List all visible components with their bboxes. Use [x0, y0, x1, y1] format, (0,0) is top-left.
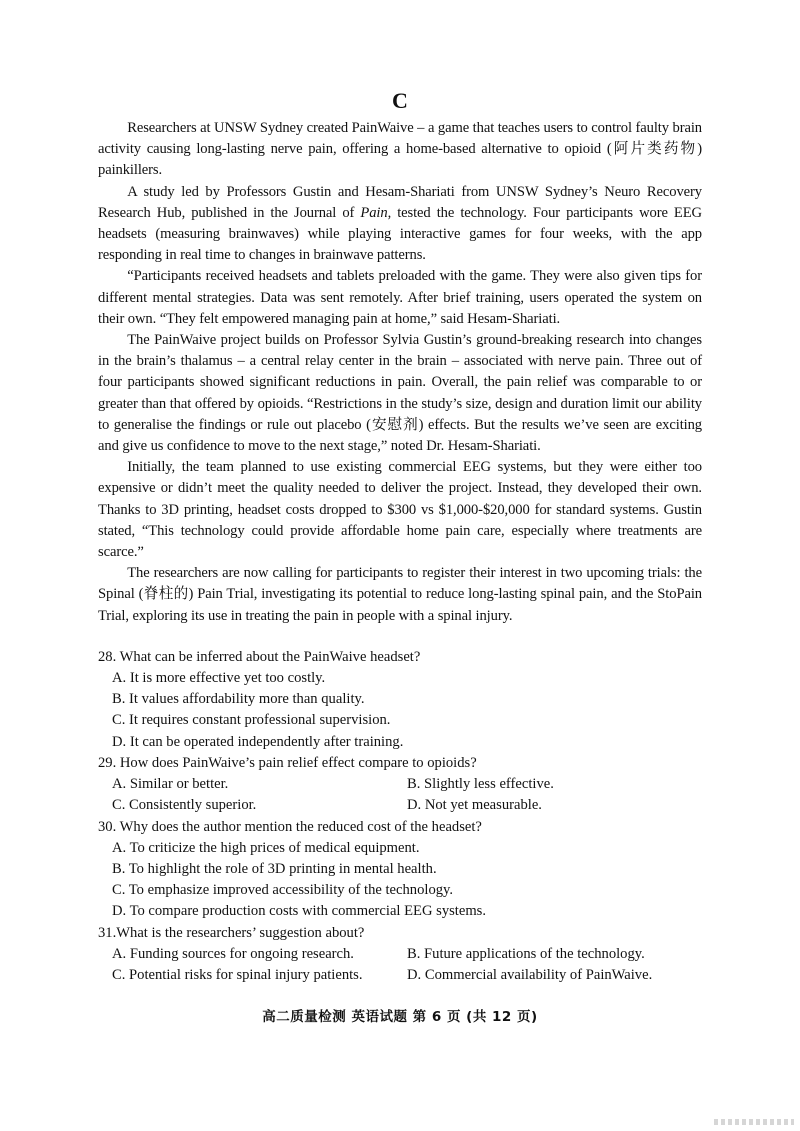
option-c: C. It requires constant professional supervision.: [112, 712, 391, 729]
question-stem: 28. What can be inferred about the PainWaive headset?: [98, 648, 421, 665]
option-d: D. Commercial availability of PainWaive.: [407, 966, 653, 983]
exam-page: [98, 88, 702, 986]
option-d: D. To compare production costs with commercial EEG systems.: [112, 903, 487, 920]
question-stem: 30. Why does the author mention the reduced cost of the headset?: [98, 818, 482, 835]
question-29: [98, 753, 702, 817]
option-a: A. To criticize the high prices of medical equipment.: [112, 839, 420, 856]
option-b: B. Future applications of the technology.: [407, 945, 645, 962]
passage-paragraph: “Participants received headsets and tablets preloaded with the game. They were also given tips for different mental strategies. Data was sent remotely. After brief training, users operated the system on their own. “They felt empowered managing pain at home,” said Hesam-Shariati.: [98, 268, 702, 327]
option-d: D. Not yet measurable.: [407, 797, 542, 814]
option-a: A. Similar or better.: [112, 776, 229, 793]
page-footer: 高二质量检测 英语试题 第 6 页 (共 12 页): [262, 1009, 538, 1025]
option-b: B. To highlight the role of 3D printing in mental health.: [112, 860, 437, 877]
passage-paragraph: The researchers are now calling for participants to register their interest in two upcoming trials: the Spinal (脊柱的) Pain Trial, investigating its potential to reduce long-lasting spinal pain, and the StoPain Trial, exploring its use in treating the pain in people with a spinal injury.: [98, 565, 702, 624]
option-b: B. Slightly less effective.: [407, 776, 554, 793]
question-31: [98, 923, 702, 987]
passage-paragraph: A study led by Professors Gustin and Hesam-Shariati from UNSW Sydney’s Neuro Recovery Research Hub, published in the Journal of Pain, tested the technology. Four participants wore EEG headsets (measuring brainwaves) while playing interactive games for four weeks, with the app responding in real time to changes in brainwave patterns.: [98, 183, 702, 264]
question-stem: 31.What is the researchers’ suggestion about?: [98, 924, 365, 941]
question-list: [98, 647, 702, 986]
watermark-mark: [714, 1119, 794, 1125]
section-heading: C: [392, 88, 408, 113]
option-c: C. To emphasize improved accessibility of the technology.: [112, 882, 454, 899]
passage-paragraph: Initially, the team planned to use existing commercial EEG systems, but they were either too expensive or didn’t meet the quality needed to deliver the project. Instead, they developed their own. Thanks to 3D printing, headset costs dropped to $300 vs $1,000-$20,000 for standard systems. Gustin stated, “This technology could provide affordable home pain care, especially where treatments are scarce.”: [98, 459, 702, 561]
option-b: B. It values affordability more than quality.: [112, 691, 365, 708]
question-stem: 29. How does PainWaive’s pain relief effect compare to opioids?: [98, 754, 477, 771]
passage-paragraph: Researchers at UNSW Sydney created PainWaive – a game that teaches users to control faulty brain activity causing long-lasting nerve pain, offering a home-based alternative to opioid (阿片类药物) painkillers.: [98, 120, 702, 179]
passage-paragraph: The PainWaive project builds on Professor Sylvia Gustin’s ground-breaking research into changes in the brain’s thalamus – a central relay center in the brain – associated with nerve pain. Three out of four participants showed significant reductions in pain. Overall, the pain relief was comparable to or greater than that offered by opioids. “Restrictions in the study’s size, design and duration limit our ability to generalise the findings or rule out placebo (安慰剂) effects. But the results we’ve seen are exciting and give us confidence to move to the next stage,” noted Dr. Hesam-Shariati.: [98, 332, 702, 455]
option-a: A. Funding sources for ongoing research.: [112, 945, 354, 962]
option-c: C. Potential risks for spinal injury patients.: [112, 966, 363, 983]
option-d: D. It can be operated independently after training.: [112, 733, 404, 750]
question-30: [98, 817, 702, 923]
reading-passage: [98, 118, 702, 627]
option-c: C. Consistently superior.: [112, 797, 257, 814]
option-a: A. It is more effective yet too costly.: [112, 670, 326, 687]
question-28: [98, 647, 702, 753]
